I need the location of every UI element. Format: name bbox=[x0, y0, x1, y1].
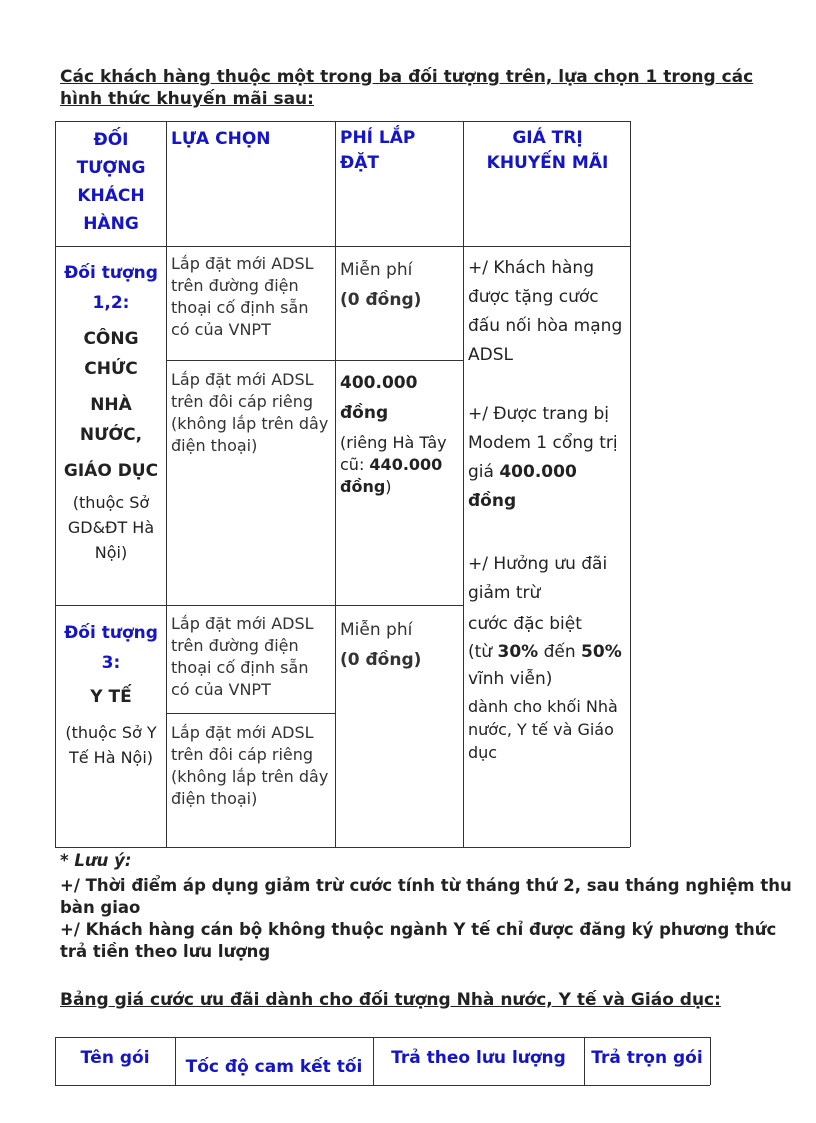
note-title: * Lưu ý: bbox=[60, 851, 132, 870]
intro-text: Các khách hàng thuộc một trong ba đối tượng trên, lựa chọn 1 trong các hình thức khuyến mãi sau: bbox=[60, 67, 754, 109]
header-promo-value: GIÁ TRỊ KHUYẾN MÃI bbox=[486, 128, 609, 173]
table2-title: Bảng giá cước ưu đãi dành cho đối tượng Nhà nước, Y tế và Giáo dục: bbox=[60, 990, 721, 1010]
promo-line6: dành cho khối Nhà nước, Y tế và Giáo dục bbox=[468, 697, 618, 762]
group1-fee2 bbox=[340, 368, 462, 498]
group2-fee1 bbox=[340, 616, 458, 674]
group1-cell bbox=[58, 258, 164, 565]
group2-label: Đối tượng 3: bbox=[64, 623, 158, 673]
header-install-fee: PHÍ LẮP ĐẶT bbox=[340, 128, 416, 173]
group1-fee1-text: Miễn phí bbox=[340, 260, 413, 280]
group2-option2: Lắp đặt mới ADSL trên đôi cáp riêng (không lắp trên dây điện thoại) bbox=[171, 723, 329, 808]
group1-option1: Lắp đặt mới ADSL trên đường điện thoại cố định sẵn có của VNPT bbox=[171, 254, 314, 339]
group1-fee2-value: 400.000 đồng bbox=[340, 373, 418, 423]
promo-line4: cước đặc biệt bbox=[468, 614, 582, 634]
group1-line2: NHÀ NƯỚC, bbox=[79, 395, 143, 445]
table2-header-speed: Tốc độ cam kết tối bbox=[185, 1057, 363, 1077]
table2-header-pay-usage: Trả theo lưu lượng bbox=[391, 1048, 566, 1068]
promo-line1: +/ Khách hàng được tặng cước đấu nối hòa mạng ADSL bbox=[468, 258, 623, 365]
promo-line5: (từ 30% đến 50% vĩnh viễn) bbox=[468, 642, 622, 689]
group2-note: (thuộc Sở Y Tế Hà Nội) bbox=[65, 723, 157, 767]
table2-header-package: Tên gói bbox=[80, 1048, 150, 1068]
group1-line3: GIÁO DỤC bbox=[63, 461, 159, 481]
note-line2: +/ Khách hàng cán bộ không thuộc ngành Y tế chỉ được đăng ký phương thức trả tiền theo lưu lượng bbox=[60, 920, 777, 961]
header-customer-group: ĐỐI TƯỢNG KHÁCH HÀNG bbox=[76, 130, 146, 234]
promo-cell bbox=[468, 254, 628, 764]
group2-line1: Y TẾ bbox=[90, 687, 132, 707]
group2-cell bbox=[58, 618, 164, 770]
group1-fee2-note: (riêng Hà Tây cũ: 440.000 đồng) bbox=[340, 433, 447, 496]
group1-fee1-value: (0 đồng) bbox=[340, 290, 422, 310]
group1-note: (thuộc Sở GD&ĐT Hà Nội) bbox=[67, 493, 155, 562]
note-line1: +/ Thời điểm áp dụng giảm trừ cước tính từ tháng thứ 2, sau tháng nghiệm thu bàn giao bbox=[60, 876, 792, 917]
group1-option2: Lắp đặt mới ADSL trên đôi cáp riêng (không lắp trên dây điện thoại) bbox=[171, 370, 329, 455]
table2-header-pay-flat: Trả trọn gói bbox=[591, 1048, 703, 1068]
promo-line2: +/ Được trang bị Modem 1 cổng trị giá 400.000 đồng bbox=[468, 404, 618, 511]
group2-option1: Lắp đặt mới ADSL trên đường điện thoại cố định sẵn có của VNPT bbox=[171, 614, 314, 699]
note-section bbox=[60, 850, 800, 963]
group1-line1: CÔNG CHỨC bbox=[83, 329, 139, 379]
group1-fee1 bbox=[340, 256, 458, 314]
group2-fee1-text: Miễn phí bbox=[340, 620, 413, 640]
group1-label: Đối tượng 1,2: bbox=[64, 263, 158, 313]
header-option: LỰA CHỌN bbox=[171, 129, 271, 149]
promo-line3: +/ Hưởng ưu đãi giảm trừ bbox=[468, 554, 608, 603]
group2-fee1-value: (0 đồng) bbox=[340, 650, 422, 670]
